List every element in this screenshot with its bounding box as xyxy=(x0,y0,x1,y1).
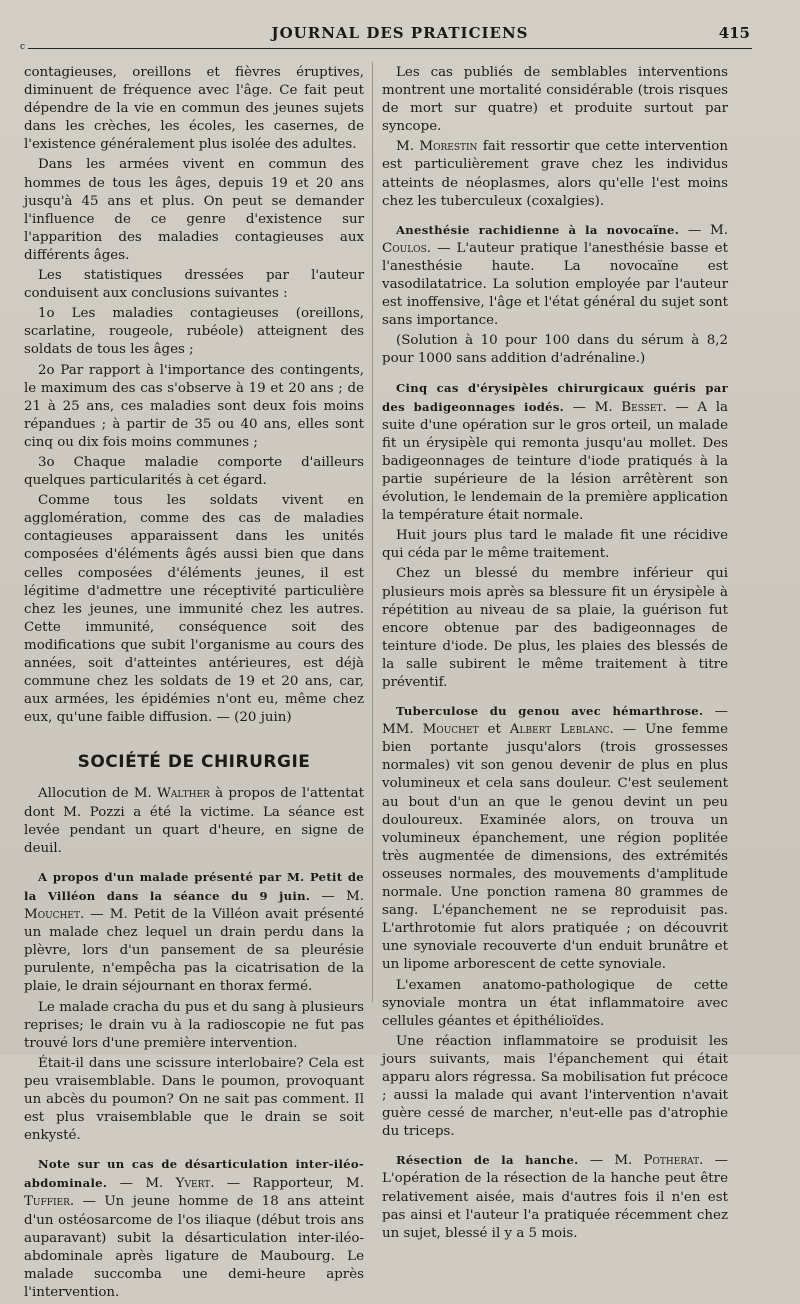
list-item: 1o Les maladies contagieuses (oreillons, scarlatine, rougeole, rubéole) atteignent des soldats de tous les âges ; xyxy=(24,306,364,358)
author-name: Potherat xyxy=(643,1153,700,1169)
author-name: Mouchet xyxy=(24,907,80,923)
paragraph: (Solution à 10 pour 100 dans du sérum à 8,2 pour 1000 sans addition d'adrénaline.) xyxy=(382,333,728,367)
list-item: 2o Par rapport à l'importance des contingents, le maximum des cas s'observe à 19 et 20 ans ; de 21 à 25 ans, ces maladies sont deux fois moins répandues ; à partir de 35 ou 40 ans, elles sont cinq ou dix fois moins communes ; xyxy=(24,362,364,450)
text: — M. xyxy=(310,888,364,904)
article xyxy=(24,868,364,997)
author-name: Albert Leblanc xyxy=(509,722,610,738)
paragraph: Était-il dans une scissure interlobaire? Cela est peu vraisemblable. Dans le poumon, provoquant un abcès du poumon? On ne sait pas comment. Il est plus vraisemblable que le drain se soit enkysté. xyxy=(24,1055,364,1144)
text: — MM. xyxy=(382,704,728,738)
text: . — Un jeune homme de 18 ans atteint d'un ostéosarcome de l'os iliaque (début trois ans auparavant) subit la désarticulation inter-iléo-abdominale après ligature de Maubourg. Le malade succomba une demi-heure après l'intervention. xyxy=(24,1194,364,1300)
author-name: Walther xyxy=(157,786,210,802)
author-name: Morestin xyxy=(419,139,478,155)
paragraph: Huit jours plus tard le malade fit une récidive qui céda par le même traitement. xyxy=(382,528,728,562)
paragraph xyxy=(382,138,728,210)
list-item: 3o Chaque maladie comporte d'ailleurs quelques particularités à cet égard. xyxy=(24,454,364,489)
paragraph: L'examen anatomo-pathologique de cette synoviale montra un état inflammatoire avec cellules géantes et épithélioïdes. xyxy=(382,977,728,1029)
paragraph: Chez un blessé du membre inférieur qui plusieurs mois après sa blessure fit un érysipèle à répétition au niveau de sa plaie, la guérison fut encore obtenue par des badigeonnages de teinture d'iode. De plus, les plaies des blessés de la salle subirent le même traitement à titre préventif. xyxy=(382,566,728,690)
paragraph: Les statistiques dressées par l'auteur conduisent aux conclusions suivantes : xyxy=(24,268,364,302)
author-name: Coulos xyxy=(382,240,427,256)
paragraph: Le malade cracha du pus et du sang à plusieurs reprises; le drain vu à la radioscopie ne fut pas trouvé lors d'une première intervention. xyxy=(24,999,364,1051)
page-number: 415 xyxy=(718,24,750,42)
article-heading: Anesthésie rachidienne à la novocaïne. xyxy=(396,222,680,237)
text: . — M. Petit de la Villéon avait présenté un malade chez lequel un drain perdu dans la plèvre, lors d'un pansement de sa pleurésie purulente, n'empêcha pas la cicatrisation de la plaie, le drain séjournant en thorax fermé. xyxy=(24,907,364,995)
text: — M. xyxy=(679,222,729,238)
page-header xyxy=(0,0,800,52)
text: M. xyxy=(396,139,420,155)
right-column xyxy=(382,64,728,1245)
article xyxy=(382,702,728,974)
header-rule xyxy=(28,48,752,49)
paragraph xyxy=(24,785,364,857)
text: . — Rapporteur, M. xyxy=(210,1176,364,1192)
margin-mark: c xyxy=(20,42,26,52)
section-title: SOCIÉTÉ DE CHIRURGIE xyxy=(77,752,311,773)
text: . — Une femme bien portante jusqu'alors (trois grossesses normales) vit son genou devenir de plus en plus volumineux et cela sans douleur. C'est seulement au bout d'un an que le genou devint un peu douloureux. Examinée alors, on trouva un volumineux épanchement, une région poplitée très augmentée de dimensions, des extrémités osseuses normales, des mouvements d'amplitude normale. Une ponction ramena 80 grammes de sang. L'épanchement ne se reproduisit pas. L'arthrotomie fut alors pratiquée ; on découvrit une synoviale recouverte d'un enduit brunâtre et un lipome arborescent de cette synoviale. xyxy=(382,722,728,973)
text: . — A la suite d'une opération sur le gros orteil, un malade fit un érysipèle qui remonta jusqu'au mollet. Des badigeonnages de teinture d'iode pratiqués à la partie supérieure de la lésion arrêtèrent son évolution, le lendemain de la première application la température était normale. xyxy=(382,399,728,524)
article-heading: Note sur un cas de désarticulation inter-iléo-abdominale. xyxy=(24,1157,364,1191)
running-title: JOURNAL DES PRATICIENS xyxy=(271,24,529,42)
article-heading: Cinq cas d'érysipèles chirurgicaux guéris par des badigeonnages iodés. xyxy=(382,380,728,414)
author-name: Yvert xyxy=(175,1176,211,1192)
paragraph: Dans les armées vivent en commun des hommes de tous les âges, depuis 19 et 20 ans jusqu'à 45 ans et plus. On peut se demander l'influence de ce genre d'existence sur l'apparition des maladies contagieuses aux différents âges. xyxy=(24,157,364,263)
author-name: Mouchet xyxy=(422,722,479,738)
author-name: Besset xyxy=(621,399,663,415)
article xyxy=(382,379,728,526)
article-heading: A propos d'un malade présenté par M. Petit de la Villéon dans la séance du 9 juin. xyxy=(24,869,364,903)
text: — M. xyxy=(578,1153,644,1169)
text: fait ressortir que cette intervention est particulièrement grave chez les individus atteints de néoplasmes, alors qu'elle l'est moins chez les tuberculeux (coxalgies). xyxy=(382,139,728,209)
paragraph: Les cas publiés de semblables interventions montrent une mortalité considérable (trois risques de mort sur quatre) et produite surtout par syncope. xyxy=(382,65,728,135)
paragraph: contagieuses, oreillons et fièvres éruptives, diminuent de fréquence avec l'âge. Ce fait peut dépendre de la vie en commun des jeunes sujets dans les crèches, les écoles, les casernes, de l'existence généralement plus isolée des adultes. xyxy=(24,65,364,153)
text: . — L'auteur pratique l'anesthésie basse et l'anesthésie haute. La novocaïne est vasodilatatrice. La solution employée par l'auteur est inoffensive, l'âge et l'état général du sujet sont sans importance. xyxy=(382,240,728,329)
left-column xyxy=(24,64,364,1304)
text: — M. xyxy=(107,1176,176,1192)
text: à propos de l'attentat dont M. Pozzi a été la victime. La séance est levée pendant un quart d'heure, en signe de deuil. xyxy=(24,786,364,856)
text: . — L'opération de la résection de la hanche peut être relativement aisée, mais d'autres fois il n'en est pas ainsi et l'auteur l'a pratiquée récemment chez un sujet, blessé il y a 5 mois. xyxy=(382,1153,728,1241)
article xyxy=(382,221,728,331)
column-divider xyxy=(372,62,373,1002)
article-heading: Résection de la hanche. xyxy=(396,1153,579,1168)
article-heading: Tuberculose du genou avec hémarthrose. xyxy=(396,704,704,719)
text: et xyxy=(478,722,510,738)
paragraph: Comme tous les soldats vivent en agglomération, comme des cas de maladies contagieuses apparaissent dans les unités composées d'éléments âgés aussi bien que dans celles composées d'éléments jeunes, il est légitime d'admettre une réceptivité particulière chez les jeunes, une immunité chez les autres. Cette immunité, conséquence soit des modifications que subit l'organisme au cours des années, soit d'atteintes antérieures, est déjà commune chez les soldats de 19 et 20 ans, car, aux armées, les épidémies n'ont eu, même chez eux, qu'une faible diffusion. — (20 juin) xyxy=(24,493,364,726)
author-name: Tuffier xyxy=(24,1194,70,1210)
article xyxy=(24,1155,364,1302)
text: — M. xyxy=(563,399,622,415)
paragraph: Une réaction inflammatoire se produisit les jours suivants, mais l'épanchement qui était apparu alors régressa. Sa mobilisation fut précoce ; aussi la malade qui avant l'intervention n'avait guère cessé de marcher, n'eut-elle pas d'atrophie du triceps. xyxy=(382,1033,728,1140)
text: Allocution de M. xyxy=(38,786,158,802)
article xyxy=(382,1151,728,1242)
